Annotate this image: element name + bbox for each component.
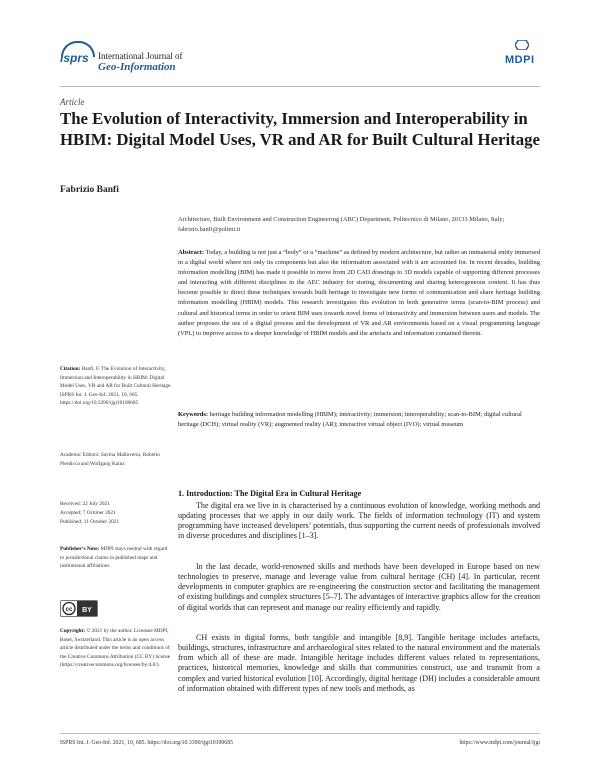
academic-editors: Academic Editors: Savina Malinverni, Roberto Pierdicca and Wolfgang Kainz: [60, 452, 160, 467]
abstract-text: Today, a building is not just a “body” or a “machine” as defined by modern architecture, but rather an immaterial entity immersed in a digital world where not only its components but also the information associated with it are accounted for. In recent decades, building information modelling (BIM) has made it possible to move from 2D CAD drawings to 3D models capable of supporting different processes and interacting with different disciplines in the AEC industry for storing, documenting and sharing heterogeneous content. It has thus become possible to direct these techniques towards built heritage to investigate new forms of communication and share heritage building information modelling (HBIM) models. This research investigates this evolution in both generative terms (scan-to-BIM process) and cultural and historical terms in order to orient BIM uses towards novel forms of interactivity and immersion between users and models. The author proposes the use of a digital process and the development of VR and AR environments based on a visual programming language (VPL) to improve access to a deeper knowledge of HBIM models and the artefacts and information contained therein.: [178, 249, 540, 337]
citation-label: Citation:: [60, 366, 81, 372]
mdpi-hexagon-icon: [515, 40, 529, 50]
publisher-note-text: MDPI stays neutral with regard to jurisdictional claims in published maps and institutional affiliations.: [60, 546, 168, 570]
publisher-note: [60, 545, 172, 571]
isprs-logo: [60, 51, 94, 65]
footer-citation[interactable]: ISPRS Int. J. Geo-Inf. 2021, 10, 685. https://doi.org/10.3390/ijgi10100685: [60, 740, 234, 746]
received-date: Received: 22 July 2021: [60, 501, 110, 507]
paragraph: CH exists in digital forms, both tangible and intangible [8,9]. Tangible heritage includes artefacts, buildings, structures, infrastructure and archaeological sites related to the natural environment and the materials from which all of these are made. Intangible heritage includes different values related to representations, practices, historical memories, knowledge and skills that communities construct, use and transmit from a complex and varied historical evolution [10]. Accordingly, digital heritage (DH) includes a considerable amount of information obtained with different types of new tools and methods, as: [178, 633, 540, 693]
author-name: Fabrizio Banfi: [60, 185, 119, 195]
abstract-label: Abstract:: [178, 249, 205, 256]
header-divider: [60, 86, 540, 87]
paragraph: The digital era we live in is characterised by a continuous evolution of knowledge, working methods and updating processes that we apply in our daily work. The fields of information technology (IT) and system programming have increased developers’ potentials, thus supporting the current needs of professionals involved in diverse procedures and disciplines [1–3].: [178, 501, 540, 541]
keywords: [178, 410, 540, 430]
article-title: The Evolution of Interactivity, Immersion and Interoperability in HBIM: Digital Model Uses, VR and AR for Built Cultural Heritage: [60, 109, 540, 149]
citation-block: [60, 365, 172, 408]
mdpi-logo: [505, 50, 539, 70]
publisher-note-label: Publisher’s Note:: [60, 546, 100, 552]
logo-arc-icon: [61, 41, 95, 57]
keywords-label: Keywords:: [178, 411, 209, 418]
cc-by-text: BY: [82, 607, 92, 614]
journal-name-line2: Geo-Information: [98, 61, 176, 73]
accepted-date: Accepted: 7 October 2021: [60, 510, 116, 516]
cc-symbol-text: cc: [65, 607, 73, 613]
abstract: [178, 248, 540, 339]
section-heading: 1. Introduction: The Digital Era in Cultural Heritage: [178, 489, 362, 498]
article-type: Article: [60, 97, 85, 107]
footer-journal-url[interactable]: https://www.mdpi.com/journal/ijgi: [459, 740, 540, 746]
cc-by-license-icon[interactable]: [60, 600, 98, 617]
footer-divider: [60, 733, 540, 734]
keywords-text: heritage building information modelling (HBIM); interactivity; immersion; interoperability; scan-to-BIM; digital cultural heritage (DCH); virtual reality (VR); augmented reality (AR); interactive virtual object (IVO); virtual museum: [178, 411, 522, 429]
published-date: Published: 11 October 2021: [60, 519, 120, 525]
affiliation: Architecture, Built Environment and Construction Engineering (ABC) Department, Politecnico di Milano, 20133 Milano, Italy; fabrizio.banfi@polimi.it: [178, 216, 505, 233]
mdpi-logo-text: MDPI: [505, 54, 535, 66]
journal-name-line1: International Journal of: [98, 51, 183, 61]
citation-text[interactable]: Banfi, F. The Evolution of Interactivity, Immersion and Interoperability in HBIM: Digital Model Uses, VR and AR for Built Cultural Heritage. ISPRS Int. J. Geo-Inf. 2021, 10, 685. https://doi.org/10.3390/ijgi10100685: [60, 366, 172, 407]
paragraph: In the last decade, world-renowned skills and methods have been developed in Europe based on new technologies to preserve, manage and leverage value from cultural heritage (CH) [4]. In particular, recent developments in computer graphics are re-engineering the construction sector and facilitating the management of existing buildings and complex structures [5–7]. The advantages of interactive graphics allow for the creation of digital worlds that can represent and manage our reality efficiently and rapidly.: [178, 562, 540, 612]
logo-text: isprs: [60, 51, 89, 65]
copyright-block: [60, 627, 172, 670]
copyright-text: © 2021 by the author. Licensee MDPI, Basel, Switzerland. This article is an open access article distributed under the terms and conditions of the Creative Commons Attribution (CC BY) license (https://creativecommons.org/licenses/by/4.0/).: [60, 628, 171, 669]
copyright-label: Copyright:: [60, 628, 86, 634]
